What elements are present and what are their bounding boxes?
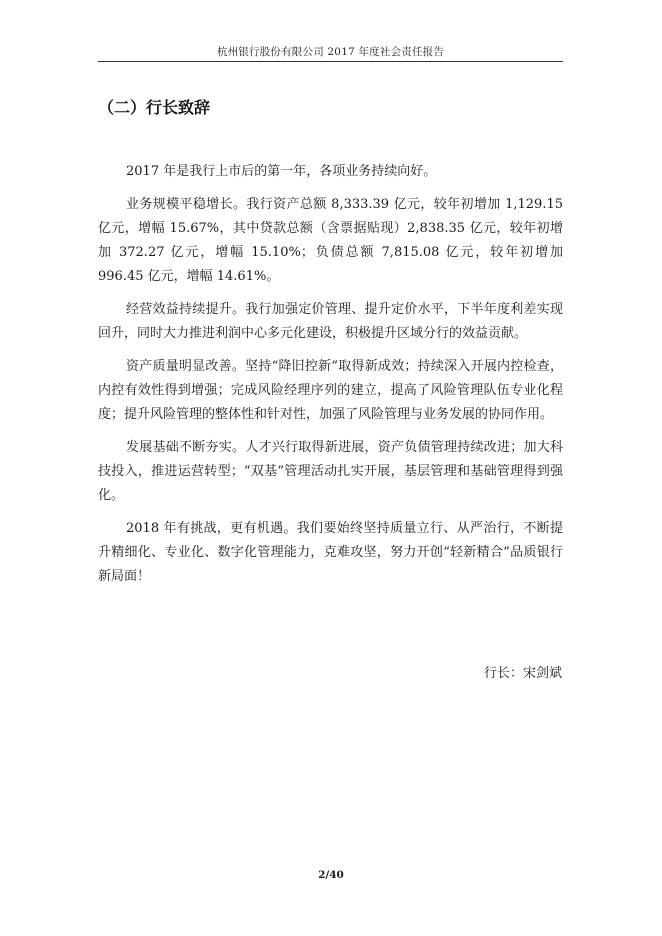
page-number: 2/40 [318, 869, 344, 881]
paragraph-asset-quality: 资产质量明显改善。坚持“降旧控新”取得新成效；持续深入开展内控检查，内控有效性得到增强；完成风险经理序列的建立，提高了风险管理队伍专业化程度；提升风险管理的整体性和针对性，加强了风险管理与业务发展的协同作用。 [98, 359, 563, 422]
header-divider [98, 61, 563, 62]
paragraph-development-foundation: 发展基础不断夯实。人才兴行取得新进展，资产负债管理持续改进；加大科技投入，推进运营转型；“双基”管理活动扎实开展，基层管理和基础管理得到强化。 [98, 440, 563, 503]
paragraph-outlook: 2018 年有挑战，更有机遇。我们要始终坚持质量立行、从严治行，不断提升精细化、专业化、数字化管理能力，克难攻坚，努力开创“轻新精合”品质银行新局面！ [98, 521, 563, 584]
page-header: 杭州银行股份有限公司 2017 年度社会责任报告 [216, 46, 445, 58]
paragraph-business-scale: 业务规模平稳增长。我行资产总额 8,333.39 亿元，较年初增加 1,129.15 亿元，增幅 15.67%，其中贷款总额（含票据贴现）2,838.35 亿元，较年初增加 372.27 亿元，增幅 15.10%；负债总额 7,815.08 亿元，较年初增加 996.45 亿元，增幅 14.61%。 [98, 197, 563, 284]
paragraph-operating-efficiency: 经营效益持续提升。我行加强定价管理、提升定价水平，下半年度利差实现回升，同时大力推进利润中心多元化建设，积极提升区域分行的效益贡献。 [98, 302, 563, 341]
paragraph-intro: 2017 年是我行上市后的第一年，各项业务持续向好。 [126, 164, 437, 179]
signature: 行长：宋剑斌 [483, 666, 562, 681]
section-title: （二）行长致辞 [98, 98, 211, 117]
document-body [98, 160, 563, 598]
